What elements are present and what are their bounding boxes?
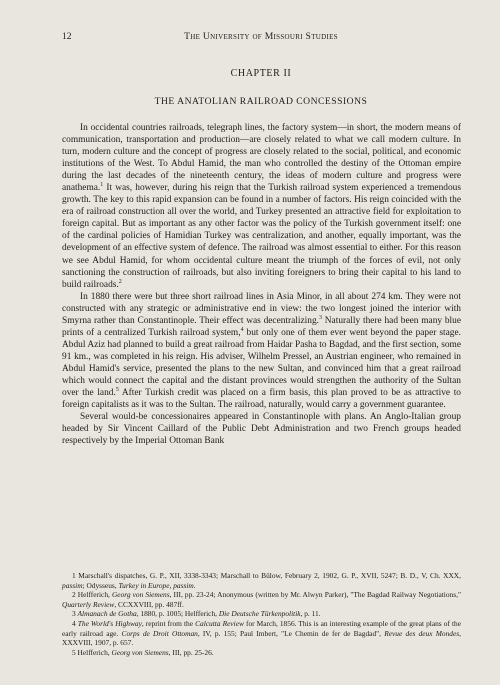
- text-run: , III, pp. 23-24; Anonymous (written by Mr. Alwyn Parker), "The Bagdad Railway Negotiations,": [169, 590, 461, 600]
- footnote-marker: 4: [240, 326, 244, 333]
- text-run: , IV, p. 155; Paul Imbert, "Le Chemin de fer de Bagdad",: [197, 628, 385, 638]
- text-run: Georg von Siemens: [111, 647, 169, 657]
- running-title: The University of Missouri Studies: [184, 31, 338, 42]
- footnotes: [62, 571, 461, 657]
- text-run: ; Odysseus,: [82, 580, 119, 590]
- footnote-marker: 2: [118, 278, 122, 285]
- page-number: 12: [62, 31, 72, 42]
- text-run: 3: [72, 609, 78, 619]
- text-run: Quarterly Review: [62, 599, 115, 609]
- text-run: The World's Highway: [77, 618, 142, 628]
- running-head: [62, 30, 460, 44]
- footnote-marker: 3: [319, 314, 323, 321]
- text-run: but only one of them ever went beyond the paper stage. Abdul Aziz had planned to build a great railroad from Haidar Pasha to Bagdad, and the first section, some 91 km., was completed in his reign. His adviser, Wilhelm Pressel, an Austrian engineer, who remained in Abdul Hamid's service, presented the plans to the new Sultan, and convinced him that a great railroad which would connect the capital and the distant provinces would strengthen the authority of the Sultan over the land.: [62, 327, 461, 399]
- text-run: for March, 1856. This is an interesting example of the great plans of the early railroad age.: [62, 618, 461, 638]
- paragraph: [62, 411, 461, 447]
- paragraph: [62, 122, 461, 291]
- text-run: passim: [62, 580, 83, 590]
- text-run: , CCXXVIII, pp. 487ff.: [114, 599, 184, 609]
- text-run: , 1880, p. 1005; Helfferich,: [136, 609, 219, 619]
- text-run: In 1880 there were but three short railroad lines in Asia Minor, in all about 274 km. They were not constructed with any strategic or administrative end in view: the two longest joined the interior with Smyrna rather than Constantinople. Their effect was decentralizing.: [62, 291, 461, 326]
- text-run: , XXXVIII, 1907, p. 657.: [62, 628, 462, 648]
- text-run: After Turkish credit was placed on a firm basis, this plan proved to be as attractive to foreign capitalists as it was to the Sultan. The railroad, naturally, would carry a government guarantee.: [62, 388, 461, 411]
- text-run: 5 Helfferich,: [72, 647, 112, 657]
- text-run: In occidental countries railroads, telegraph lines, the factory system—in short, the modern means of communication, transportation and production—are closely related to what we call modern culture. In turn, modern culture and the concept of progress are closely related to the social, political, and economic institutions of the West. To Abdul Hamid, the man who controlled the destiny of the Ottoman empire during the last decades of the nineteenth century, the ideas of modern culture and progress were anathema.: [62, 123, 461, 194]
- footnote: [62, 590, 461, 609]
- footnote: [62, 619, 461, 648]
- footnote-marker: 5: [115, 386, 119, 393]
- text-run: Die Deutsche Türkenpolitik: [218, 609, 301, 619]
- text-run: Calcutta Review: [195, 618, 244, 628]
- text-run: , reprint from the: [141, 618, 196, 628]
- chapter-title: THE ANATOLIAN RAILROAD CONCESSIONS: [154, 96, 368, 107]
- chapter-number: CHAPTER II: [230, 68, 292, 79]
- text-run: Corps de Droit Ottoman: [121, 628, 198, 638]
- text-run: 2 Helfferich,: [72, 590, 112, 600]
- text-run: , p. 11.: [300, 609, 321, 619]
- footnote: [62, 648, 461, 658]
- text-run: Revue des deux Mondes: [384, 628, 460, 638]
- text-run: 4: [72, 618, 78, 628]
- text-run: Georg von Siemens: [111, 590, 170, 600]
- paragraph: [62, 291, 461, 411]
- text-run: Several would-be concessionaires appeared in Constantinople with plans. An Anglo-Italian group headed by Sir Vincent Caillard of the Public Debt Administration and two French groups headed respectively by the Imperial Ottoman Bank: [62, 412, 461, 447]
- text-run: Naturally there had been many blue prints of a centralized Turkish railroad system,: [62, 315, 462, 338]
- text-run: Almanach de Gotha: [77, 609, 137, 619]
- text-run: 1 Marschall's dispatches, G. P., XII, 3338-3343; Marschall to Bülow, February 2, 1902, G. P., XVII, 5247; B. D., V, Ch. XXX,: [72, 571, 461, 580]
- footnote: [62, 609, 461, 619]
- text-run: , III, pp. 25-26.: [168, 647, 214, 657]
- body-text: [62, 122, 461, 447]
- footnote: [62, 571, 461, 590]
- text-run: It was, however, during his reign that the Turkish railroad system experienced a tremendous growth. The key to this rapid expansion can be found in a number of factors. His reign coincided with the era of railroad construction all over the world, and Turkey presented an attractive field for exploitation to foreign capital. But as important as any other factor was the policy of the Turkish government itself: one of the cardinal policies of Hamidian Turkey was centralization, and another, equally important, was the development of an effective system of defence. The railroad was almost essential to either. For this reason we see Abdul Hamid, for whom occidental culture meant the triumph of the forces of evil, not only sanctioning the construction of railroads, but also inviting foreigners to bring their capital to his land to build railroads.: [62, 183, 461, 290]
- footnote-marker: 1: [100, 182, 104, 189]
- text-run: Turkey in Europe, passim.: [118, 580, 196, 590]
